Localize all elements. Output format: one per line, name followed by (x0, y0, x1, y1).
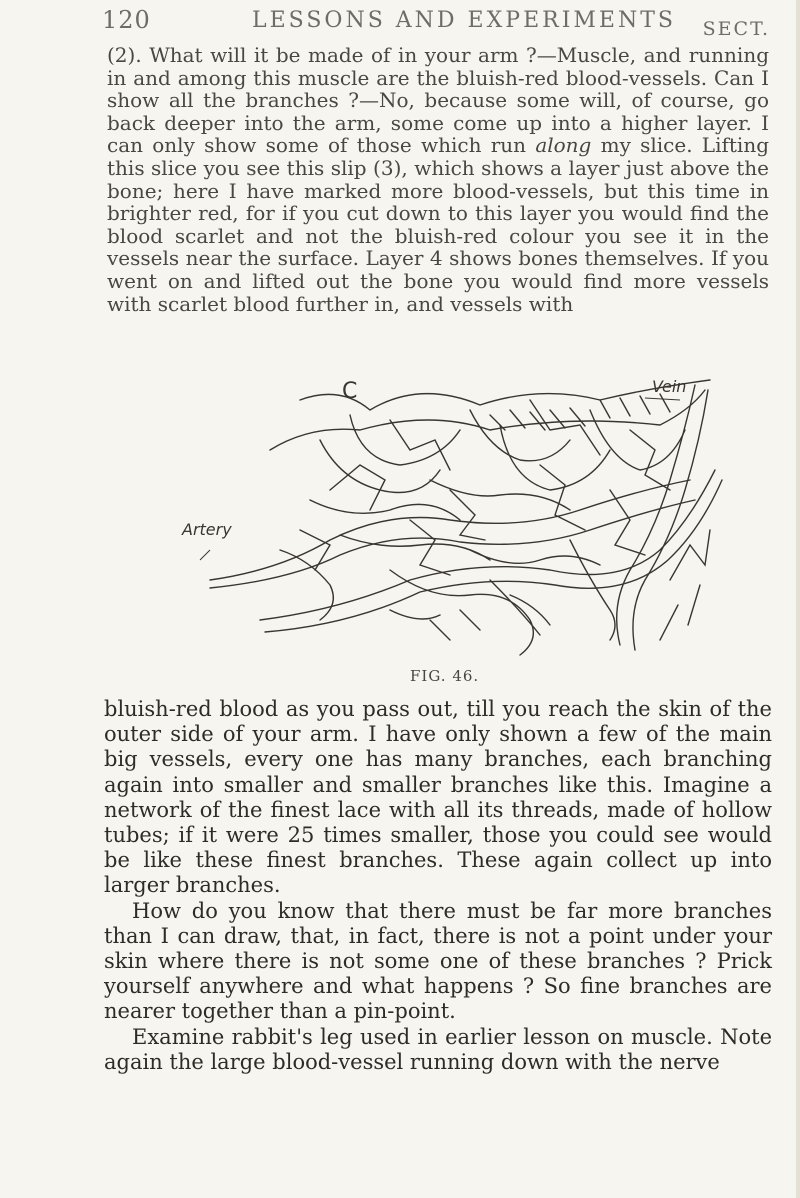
paragraph-bottom (104, 697, 772, 1075)
running-head (100, 6, 770, 40)
paragraph-top-text-b: my slice. Lifting this slice you see this slip (3), which shows a layer just above the bone; here I have marked more blood-vessels, but this time in brighter red, for if you cut down to this layer you would find the blood scarlet and not the bluish-red colour you see it in the vessels near the surface. Layer 4 shows bones themselves. If you went on and lifted out the bone you would find more vessels with scarlet blood further in, and vessels with (107, 133, 770, 316)
paragraph-top (107, 44, 769, 315)
figure-caption: FIG. 46. (410, 667, 480, 685)
section-label: SECT. (702, 18, 770, 40)
label-artery: Artery (182, 520, 232, 539)
running-title: LESSONS AND EXPERIMENTS (252, 8, 676, 33)
page-edge (796, 0, 800, 1198)
label-c: C (342, 379, 358, 404)
blood-vessel-illustration (182, 370, 730, 655)
figure-46 (182, 370, 730, 655)
paragraph-continued: bluish-red blood as you pass out, till you reach the skin of the outer side of your arm. I have only shown a few of the main big vessels, every one has many branches, each branching again into smaller and smaller branches like this. Imagine a network of the finest lace with all its threads, made of hollow tubes; if it were 25 times smaller, those you could see would be like these finest branches. These again collect up into larger branches. (104, 697, 772, 898)
page-number: 120 (102, 6, 151, 34)
label-vein: Vein (652, 377, 687, 396)
paragraph-top-text-a: (2). What will it be made of in your arm ?—Muscle, and running in and among this muscle are the bluish-red blood-vessels. Can I show all the branches ?—No, because some will, of course, go back deeper into the arm, some come up into a higher layer. I can only show some of those which run (107, 43, 769, 158)
italic-word: along (535, 133, 592, 158)
paragraph-rabbit-leg: Examine rabbit's leg used in earlier lesson on muscle. Note again the large blood-vessel running down with the nerve (104, 1024, 772, 1074)
paragraph-pin-point: How do you know that there must be far more branches than I can draw, that, in fact, there is not a point under your skin where there is not some one of these branches ? Prick yourself anywhere and what happens ? So fine branches are nearer together than a pin-point. (104, 898, 772, 1024)
